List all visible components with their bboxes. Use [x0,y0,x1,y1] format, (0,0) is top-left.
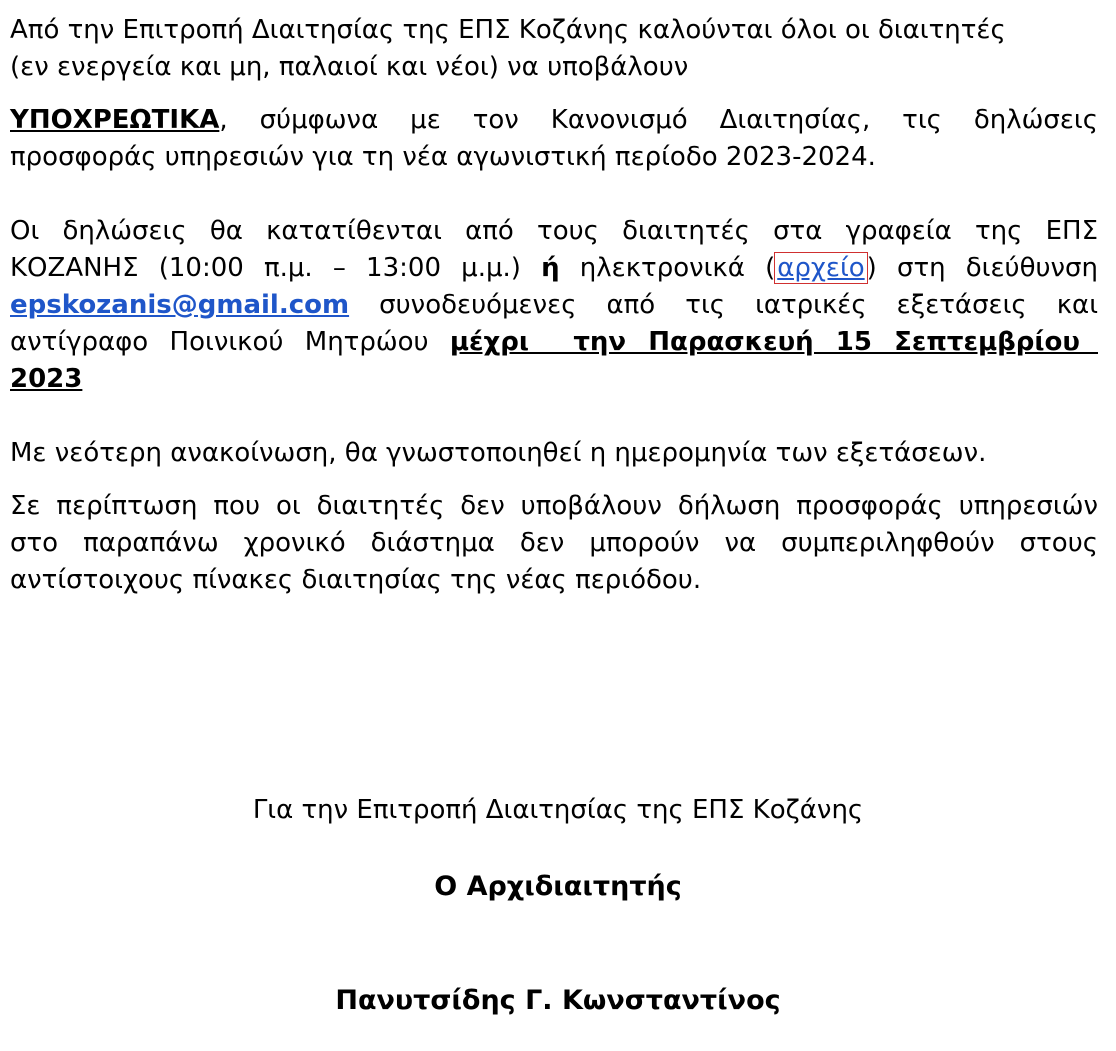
obligation-line-1 [10,102,1098,139]
intro-line-2: (εν ενεργεία και μη, παλαιοί και νέοι) να υποβάλουν [10,52,689,82]
intro-line-1: Από την Επιτροπή Διαιτησίας της ΕΠΣ Κοζάνης καλούνται όλοι οι διαιτητές [10,15,1006,45]
criminal-record-text: αντίγραφο Ποινικού Μητρώου [10,327,450,357]
submission-line-3 [10,287,1098,324]
obligation-line-1-rest: , σύμφωνα με τον Κανονισμό Διαιτησίας, τις δηλώσεις [219,105,1098,135]
submission-line-1: Οι δηλώσεις θα κατατίθενται από τους διαιτητές στα γραφεία της ΕΠΣ [10,216,1098,246]
signature-role: Ο Αρχιδιαιτητής [434,871,682,902]
document-body [10,12,1098,599]
obligation-paragraph [10,102,1098,176]
email-link[interactable]: epskozanis@gmail.com [10,290,350,320]
submission-line-2 [10,250,1098,287]
signature-name: Πανυτσίδης Γ. Κωνσταντίνος [335,985,781,1016]
warning-line-2: στο παραπάνω χρονικό διάστημα δεν μπορούν να συμπεριληφθούν στους [10,528,1098,558]
warning-line-1: Σε περίπτωση που οι διαιτητές δεν υποβάλουν δήλωση προσφοράς υπηρεσιών [10,491,1098,521]
obligation-line-2: προσφοράς υπηρεσιών για τη νέα αγωνιστική περίοδο 2023-2024. [10,142,876,172]
submission-line-5 [10,361,1098,398]
exams-notice-line: Με νεότερη ανακοίνωση, θα γνωστοποιηθεί η ημερομηνία των εξετάσεων. [10,438,987,468]
warning-line-3: αντίστοιχους πίνακες διαιτησίας της νέας περιόδου. [10,565,702,595]
file-link[interactable]: αρχείο [777,253,865,283]
deadline-year: 2023 [10,364,83,394]
obligation-keyword: ΥΠΟΧΡΕΩΤΙΚΑ [10,105,220,135]
submission-paragraph [10,213,1098,398]
intro-paragraph [10,12,1098,86]
electronic-text: ηλεκτρονικά ( [559,253,776,283]
office-hours-text: ΚΟΖΑΝΗΣ (10:00 π.μ. – 13:00 μ.μ.) [10,253,542,283]
warning-paragraph [10,488,1098,599]
submission-line-4 [10,324,1098,361]
deadline-text: μέχρι την Παρασκευή 15 Σεπτεμβρίου [449,327,1098,357]
address-text: ) στη διεύθυνση [866,253,1099,283]
signature-intro: Για την Επιτροπή Διαιτησίας της ΕΠΣ Κοζάνης [252,795,864,825]
medical-exams-text: συνοδευόμενες από τις ιατρικές εξετάσεις και [349,290,1098,320]
or-text: ή [541,253,560,283]
exams-notice [10,435,1098,472]
